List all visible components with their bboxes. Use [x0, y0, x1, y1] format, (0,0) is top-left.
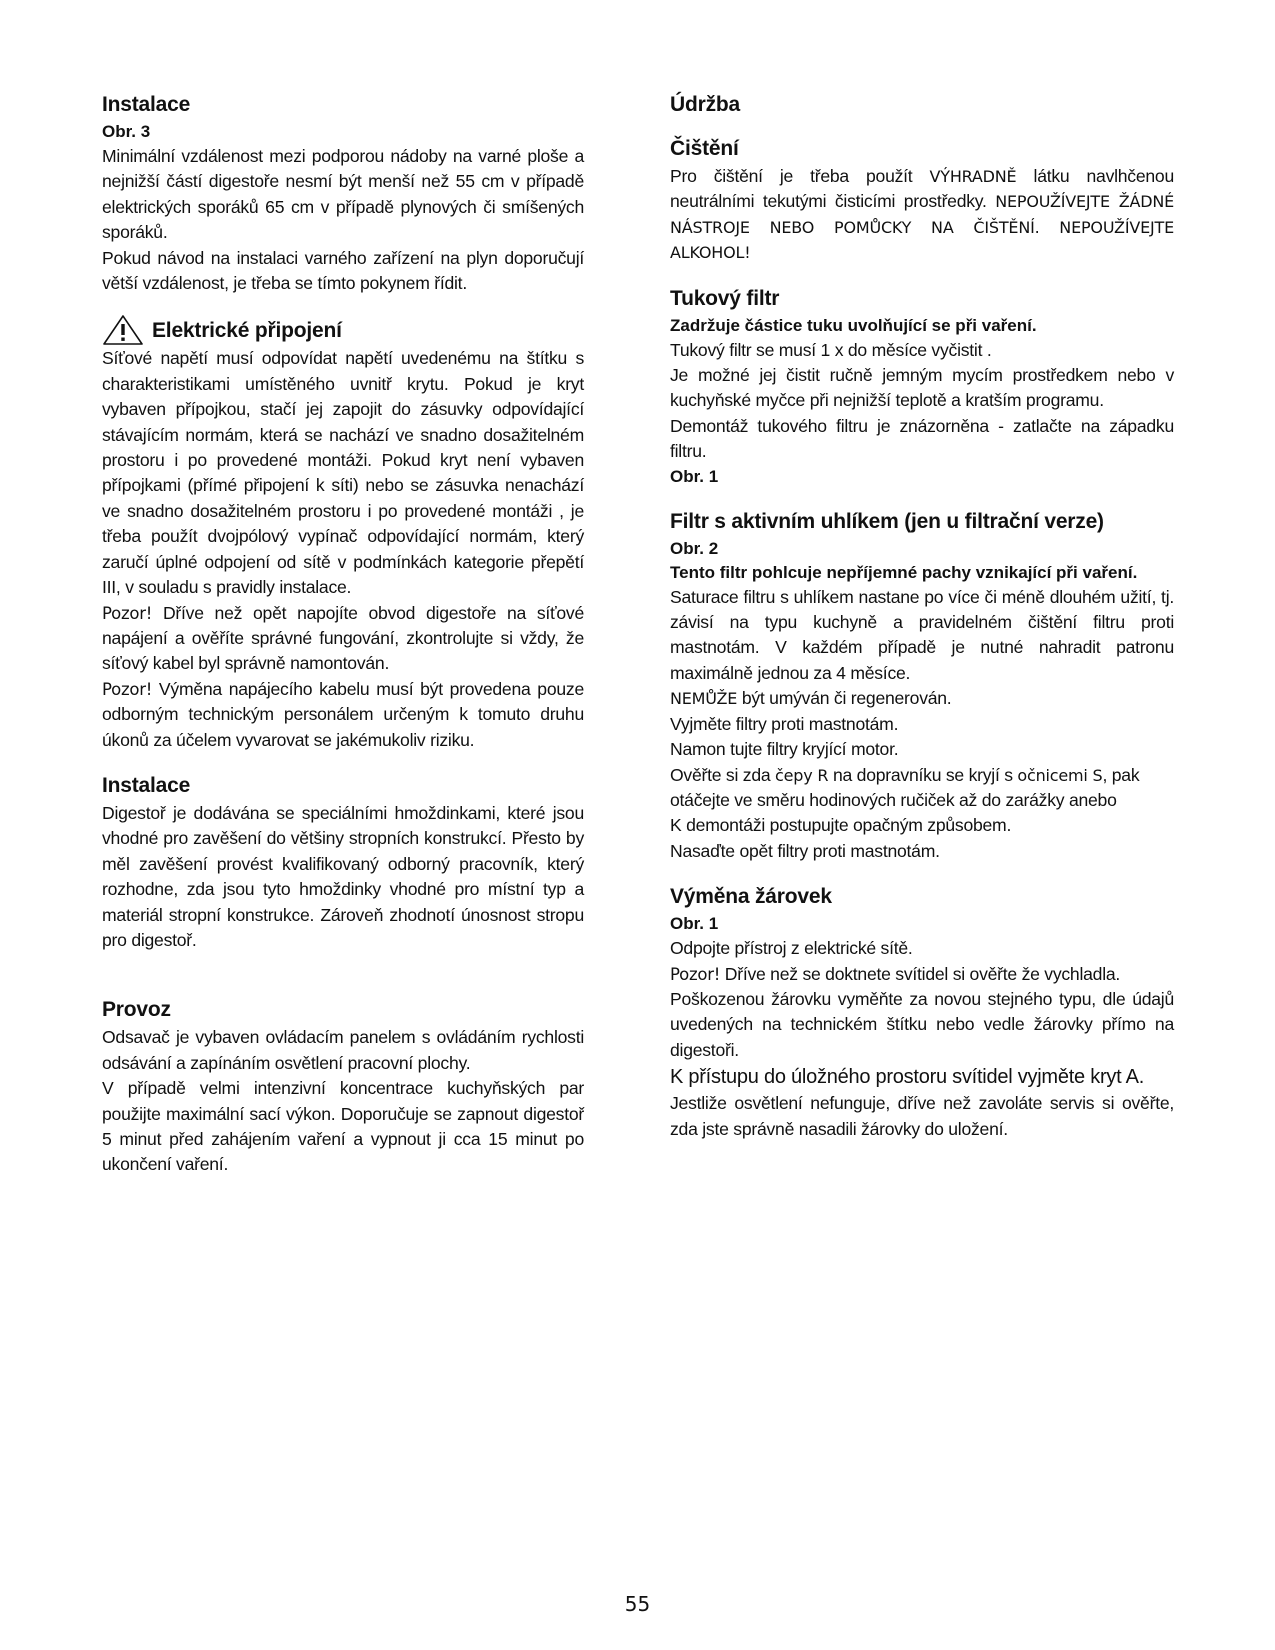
electrical-paragraph: Síťové napětí musí odpovídat napětí uvedenému na štítku s charakteristikami umístěného uvnitř krytu. Pokud je kryt vybaven přípojkou, stačí jej zapojit do zásuvky odpovídající stávajícím normám, která se nachází ve snadno dosažitelném prostoru i po provedené montáži. Pokud kryt není vybaven přípojkami (přímé připojení k síti) nebo se zásuvka nenachází ve snadno dosažitelném prostoru i po provedené montáži , je třeba použít dvojpólový vypínač odpovídající normám, který zaručí úplné odpojení od sítě v podmínkách kategorie přepětí III, v souladu s pravidly instalace.: [102, 348, 584, 598]
figure-ref: Obr. 3: [102, 122, 151, 141]
page-number: 55: [624, 1592, 651, 1616]
grease-filter-text: Tukový filtr se musí 1 x do měsíce vyčistit .: [670, 339, 992, 360]
grease-filter-text: Je možné jej čistit ručně jemným mycím prostředkem nebo v kuchyňské myčce při nejnižší teplotě a kratším programu.: [670, 365, 1174, 411]
bulbs-heading: Výměna žárovek: [670, 885, 832, 909]
caution-paragraph: Pozor! Výměna napájecího kabelu musí být provedena pouze odborným technickým personálem určeným k tomuto druhu úkonů za účelem vyvarovat se jakémukoliv riziku.: [102, 678, 584, 750]
carbon-filter-text: Vyjměte filtry proti mastnotám.: [670, 713, 899, 734]
carbon-filter-text: Saturace filtru s uhlíkem nastane po více či méně dlouhém užití, tj. závisí na typu kuchyně a pravidelném čištění filtru proti mastnotám. V každém případě je nutné nahradit patronu maximálně jednou za 4 měsíce.: [670, 586, 1174, 683]
bulbs-text: Jestliže osvětlení nefunguje, dříve než zavoláte servis si ověřte, zda jste správně nasadili žárovky do uložení.: [670, 1093, 1174, 1139]
carbon-filter-text: Nasaďte opět filtry proti mastnotám.: [670, 840, 940, 861]
operation-heading: Provoz: [102, 998, 171, 1022]
bulbs-text: Poškozenou žárovku vyměňte za novou stejného typu, dle údajů uvedených na technickém štítku nebo vedle žárovky přímo na digestoři.: [670, 988, 1174, 1060]
carbon-filter-text: NEMŮŽE být umýván či regenerován.: [670, 688, 952, 709]
installation-paragraph: Minimální vzdálenost mezi podporou nádoby na varné ploše a nejnižší částí digestoře nesmí být menší než 55 cm v případě elektrických sporáků 65 cm v případě plynových či smíšených sporáků.: [102, 146, 584, 243]
installation-heading: Instalace: [102, 93, 191, 116]
caution-paragraph: Pozor! Dříve než se doktnete svítidel si ověřte že vychladla.: [670, 963, 1121, 984]
carbon-filter-lead: Tento filtr pohlcuje nepříjemné pachy vznikající při vaření.: [670, 562, 1138, 582]
carbon-filter-text: K demontáži postupujte opačným způsobem.: [670, 815, 1012, 836]
maintenance-heading: Údržba: [670, 93, 740, 116]
bulbs-text: K přístupu do úložného prostoru svítidel vyjměte kryt A.: [670, 1066, 1145, 1089]
bulbs-text: Odpojte přístroj z elektrické sítě.: [670, 938, 913, 959]
cleaning-heading: Čištění: [670, 137, 739, 160]
cleaning-paragraph: Pro čištění je třeba použít VÝHRADNĚ látku navlhčenou neutrálními tekutými čisticími prostředky. NEPOUŽÍVEJTE ŽÁDNÉ NÁSTROJE NEBO POMŮCKY NA ČIŠTĚNÍ. NEPOUŽÍVEJTE ALKOHOL!: [670, 166, 1174, 263]
figure-ref: Obr. 1: [670, 466, 719, 486]
electrical-heading: Elektrické připojení: [152, 319, 342, 343]
right-column: [670, 92, 1174, 1142]
grease-filter-lead: Zadržuje částice tuku uvolňující se při vaření.: [670, 315, 1037, 335]
caution-label: Pozor!: [102, 603, 153, 623]
carbon-filter-heading: Filtr s aktivním uhlíkem (jen u filtrační verze): [670, 509, 1104, 533]
operation-paragraph: V případě velmi intenzivní koncentrace kuchyňských par použijte maximální sací výkon. Doporučuje se zapnout digestoř 5 minut před zahájením vaření a vypnout ji cca 15 minut po ukončení vaření.: [102, 1078, 584, 1175]
figure-ref: Obr. 1: [670, 914, 719, 934]
carbon-filter-text: Namon tujte filtry kryjící motor.: [670, 739, 899, 760]
caution-label: Pozor!: [670, 964, 721, 984]
operation-paragraph: Odsavač je vybaven ovládacím panelem s ovládáním rychlosti odsávání a zapínáním osvětlení pracovní plochy.: [102, 1027, 584, 1073]
installation-paragraph: Pokud návod na instalaci varného zařízení na plyn doporučují větší vzdálenost, je třeba se tímto pokynem řídit.: [102, 247, 584, 294]
installation-heading: Instalace: [102, 773, 191, 797]
caution-label: Pozor!: [102, 679, 153, 699]
installation-paragraph: Digestoř je dodávána se speciálními hmoždinkami, které jsou vhodné pro zavěšení do většiny stropních konstrukcí. Přesto by měl zavěšení provést kvalifikovaný odborný pracovník, který rozhodne, zda jsou tyto hmoždinky vhodné pro místní typ a materiál stropní konstrukce. Zároveň zhodnotí únosnost stropu pro digestoř.: [102, 802, 584, 950]
electrical-heading-row: [102, 314, 584, 346]
warning-triangle-icon: [102, 314, 144, 346]
carbon-filter-text: Ověřte si zda čepy R na dopravníku se kryjí s očnicemi S, pak otáčejte ve směru hodinových ručiček až do zarážky anebo: [670, 764, 1140, 810]
figure-ref: Obr. 2: [670, 538, 719, 558]
left-column: [102, 92, 584, 1178]
grease-filter-text: Demontáž tukového filtru je znázorněna - zatlačte na západku filtru.: [670, 415, 1174, 462]
caution-paragraph: Pozor! Dříve než opět napojíte obvod digestoře na síťové napájení a ověříte správné fungování, zkontrolujte si vždy, že síťový kabel byl správně namontován.: [102, 602, 584, 674]
grease-filter-heading: Tukový filtr: [670, 286, 780, 310]
